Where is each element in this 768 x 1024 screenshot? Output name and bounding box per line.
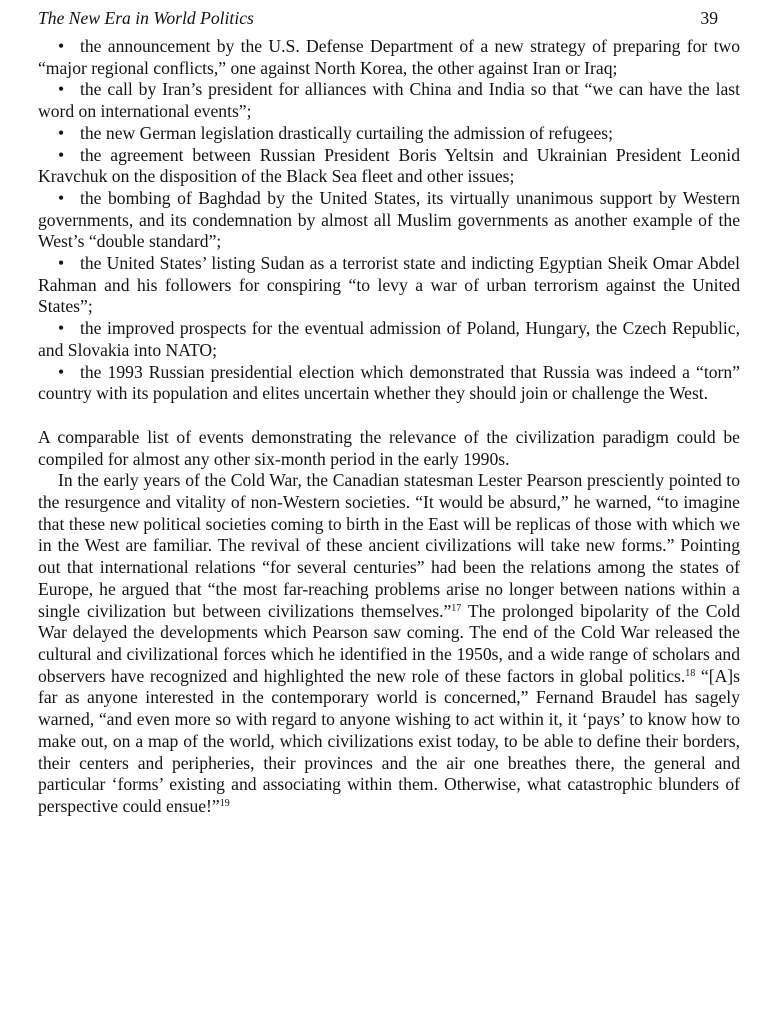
- paragraph-pearson: [38, 470, 740, 817]
- paragraph-text: “[A]s far as anyone interested in the contemporary world is concerned,” Fernand Braudel has sagely warned, “and even more so with regard to anyone wishing to act within it, it ‘pays’ to know how to make out, on a map of the world, which civilizations exist today, to be able to define their borders, their centers and peripheries, their provinces and the air one breathes there, the general and particular ‘forms’ existing and associating within them. Otherwise, what catastrophic blunders of perspective could ensue!”: [38, 665, 740, 816]
- bullet-icon: •: [58, 144, 65, 165]
- event-list: [38, 36, 740, 405]
- list-item-text: the 1993 Russian presidential election which demonstrated that Russia was indeed a “torn” country with its population and elites uncertain whether they should join or challenge the West.: [38, 361, 740, 404]
- bullet-icon: •: [58, 318, 65, 339]
- running-title: The New Era in World Politics: [38, 8, 254, 28]
- bullet-icon: •: [58, 122, 65, 143]
- list-item: [38, 188, 740, 253]
- list-item: [38, 253, 740, 318]
- list-item-text: the improved prospects for the eventual admission of Poland, Hungary, the Czech Republic, and Slovakia into NATO;: [38, 318, 740, 360]
- paragraph-comparable-list: A comparable list of events demonstrating the relevance of the civilization paradigm could be compiled for almost any other six-month period in the early 1990s.: [38, 426, 740, 469]
- list-item-text: the agreement between Russian President Boris Yeltsin and Ukrainian President Leonid Kravchuk on the disposition of the Black Sea fleet and other issues;: [38, 144, 740, 187]
- list-item-text: the announcement by the U.S. Defense Department of a new strategy of preparing for two “major regional conflicts,” one against North Korea, the other against Iran or Iraq;: [38, 36, 740, 78]
- paragraph-text: The prolonged bipolarity of the Cold War delayed the developments which Pearson saw coming. The end of the Cold War released the cultural and civilizational forces which he identified in the 1950s, and a wide range of scholars and observers have recognized and highlighted the new role of these factors in global politics.: [38, 600, 740, 686]
- running-head: [38, 8, 740, 36]
- list-item: [38, 79, 740, 122]
- footnote-ref-18: 18: [685, 667, 696, 679]
- page-number: 39: [700, 8, 718, 28]
- bullet-icon: •: [58, 36, 65, 56]
- bullet-icon: •: [58, 253, 65, 274]
- list-item-text: the new German legislation drastically curtailing the admission of refugees;: [80, 122, 614, 143]
- list-item: [38, 362, 740, 405]
- list-item: [38, 145, 740, 188]
- list-item-text: the bombing of Baghdad by the United States, its virtually unanimous support by Western governments, and its condemnation by almost all Muslim governments as another example of the West’s “double standard”;: [38, 187, 740, 252]
- bullet-icon: •: [58, 361, 65, 382]
- section-gap: [38, 405, 740, 427]
- bullet-icon: •: [58, 187, 65, 208]
- paragraph-text: In the early years of the Cold War, the Canadian statesman Lester Pearson presciently pointed to the resurgence and vitality of non-Western societies. “It would be absurd,” he warned, “to imagine that these new political societies coming to birth in the East will be replicas of those with which we in the West are familiar. The revival of these ancient civilizations will take new forms.” Pointing out that international relations “for several centuries” had been the relations among the states of Europe, he argued that “the most far-reaching problems arise no longer between nations within a single civilization but between civilizations themselves.”: [38, 470, 740, 621]
- list-item: [38, 36, 740, 79]
- bullet-icon: •: [58, 79, 65, 100]
- list-item: [38, 318, 740, 361]
- list-item-text: the call by Iran’s president for alliances with China and India so that “we can have the last word on international events”;: [38, 79, 740, 122]
- list-item: [38, 123, 740, 145]
- footnote-ref-19: 19: [219, 797, 230, 809]
- footnote-ref-17: 17: [451, 602, 462, 614]
- list-item-text: the United States’ listing Sudan as a terrorist state and indicting Egyptian Sheik Omar Abdel Rahman and his followers for conspiring “to levy a war of urban terrorism against the United States”;: [38, 253, 740, 317]
